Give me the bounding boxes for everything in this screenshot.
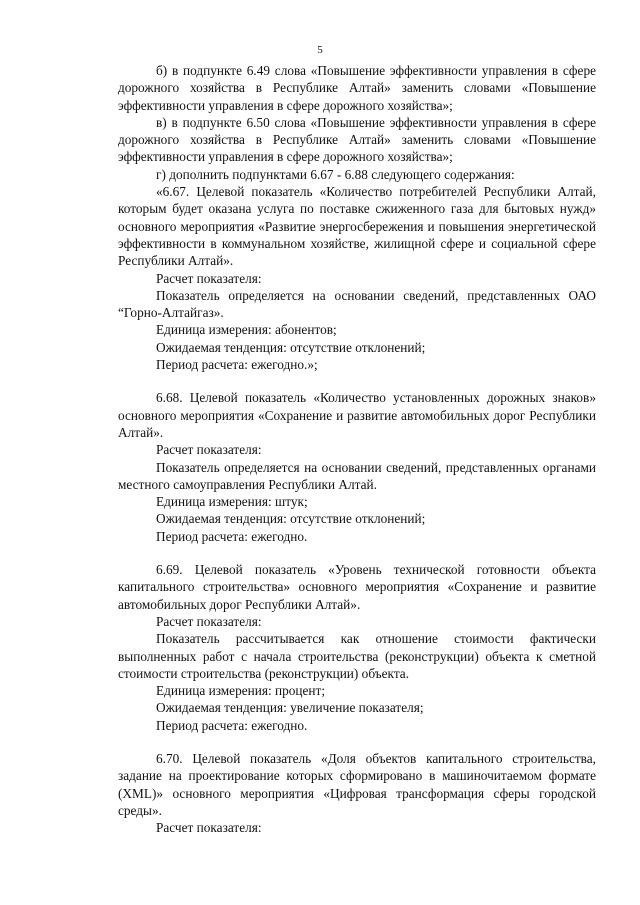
item-6-68-calc-label: Расчет показателя: (156, 442, 262, 458)
section-gap (118, 545, 596, 561)
item-6-69-calc-text: Показатель рассчитывается как отношение стоимости фактически выполненных работ с начала строительства (реконструкции) объекта к сметной стоимости строительства (реконструкции) объекта. (118, 631, 596, 681)
item-6-70-heading: 6.70. Целевой показатель «Доля объектов капитального строительства, задание на проектирование которых сформировано в машиночитаемом формате (XML)» основного мероприятия «Цифровая трансформация сферы городской среды». (118, 750, 596, 818)
item-6-68-heading: 6.68. Целевой показатель «Количество установленных дорожных знаков» основного мероприятия «Сохранение и развитие автомобильных дорог Республики Алтай». (118, 390, 596, 440)
item-6-69-calc-label: Расчет показателя: (156, 613, 262, 629)
amendment-g: г) дополнить подпунктами 6.67 - 6.88 следующего содержания: (156, 166, 515, 182)
item-6-67-calc-label: Расчет показателя: (156, 270, 262, 286)
item-6-70-calc-label: Расчет показателя: (156, 820, 262, 836)
item-6-68-trend: Ожидаемая тенденция: отсутствие отклонений; (156, 511, 426, 527)
item-6-69-heading: 6.69. Целевой показатель «Уровень технической готовности объекта капитального строительства» основного мероприятия «Сохранение и развитие автомобильных дорог Республики Алтай». (118, 562, 596, 612)
item-6-67-unit: Единица измерения: абонентов; (156, 322, 337, 338)
amendment-v: в) в подпункте 6.50 слова «Повышение эффективности управления в сфере дорожного хозяйства в Республике Алтай» заменить словами «Повышение эффективности управления в сфере дорожного хозяйства»; (118, 114, 596, 165)
item-6-67-period: Период расчета: ежегодно.»; (156, 357, 318, 373)
section-gap (118, 373, 596, 389)
item-6-67-heading: «6.67. Целевой показатель «Количество потребителей Республики Алтай, которым будет оказана услуга по поставке сжиженного газа для бытовых нужд» основного мероприятия «Развитие энергосбережения и повышения энергетической эффективности в коммунальном хозяйстве, жилищной сфере и социальной сфере Республики Алтай». (118, 184, 596, 269)
document-body (118, 62, 596, 836)
page-number: 5 (317, 44, 323, 56)
section-gap (118, 734, 596, 750)
item-6-69-period: Период расчета: ежегодно. (156, 717, 308, 733)
item-6-68-period: Период расчета: ежегодно. (156, 528, 308, 544)
item-6-69-trend: Ожидаемая тенденция: увеличение показателя; (156, 700, 424, 716)
item-6-67-trend: Ожидаемая тенденция: отсутствие отклонений; (156, 339, 426, 355)
item-6-68-unit: Единица измерения: штук; (156, 494, 308, 510)
amendment-b: б) в подпункте 6.49 слова «Повышение эффективности управления в сфере дорожного хозяйства в Республике Алтай» заменить словами «Повышение эффективности управления в сфере дорожного хозяйства»; (118, 63, 596, 113)
item-6-68-calc-text: Показатель определяется на основании сведений, представленных органами местного самоуправления Республики Алтай. (118, 459, 596, 492)
item-6-69-unit: Единица измерения: процент; (156, 683, 326, 699)
item-6-67-calc-text: Показатель определяется на основании сведений, представленных ОАО “Горно-Алтайгаз». (118, 287, 596, 321)
